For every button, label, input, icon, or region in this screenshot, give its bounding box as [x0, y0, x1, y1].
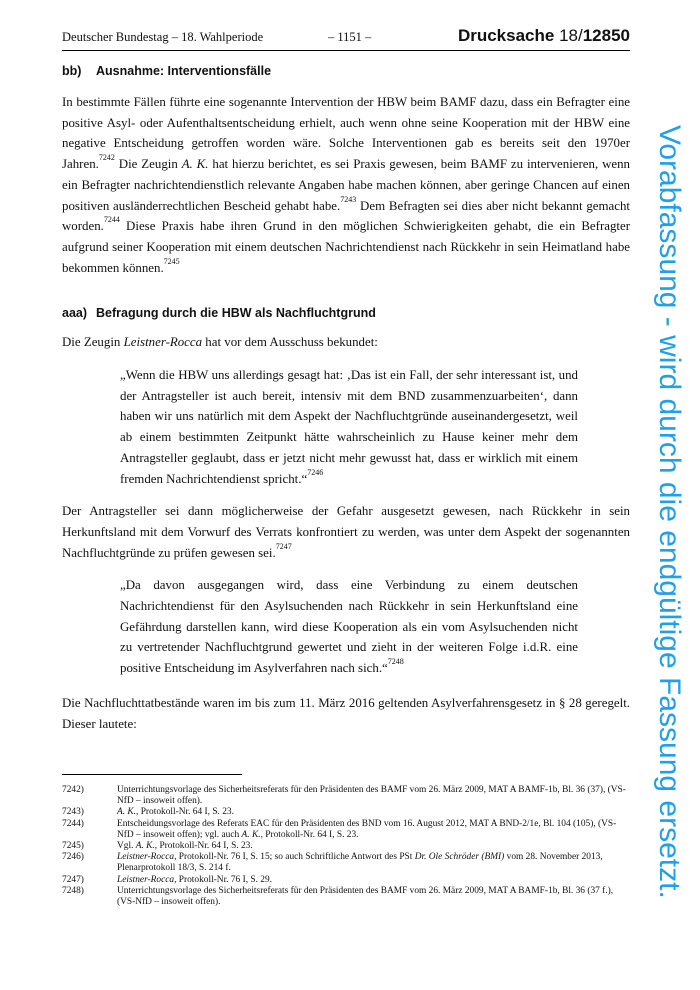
footnote-ref: 7246 [307, 467, 324, 477]
footnote-number: 7247) [62, 874, 84, 885]
italic-name: Leistner-Rocca [123, 335, 203, 350]
italic-name: Leistner-Rocca [117, 874, 175, 885]
footnote-text [117, 886, 630, 908]
quote-leistner-rocca [120, 365, 578, 489]
text-run: Vgl. [117, 841, 136, 852]
footnote-number: 7246) [62, 852, 84, 863]
drucksache-label [458, 26, 630, 46]
page-header [62, 26, 630, 48]
quote-unterrichtungsvorlage [120, 575, 578, 679]
text-run: , Protokoll-Nr. 64 I, S. 23. [136, 807, 234, 818]
text-run: Der Antragsteller sei dann möglicherweise der Gefahr ausgesetzt gewesen, nach Rückkehr in sein Herkunftsland mit dem Vorwurf des Verrats konfrontiert zu werden, was unter dem Aspekt der sogenannten Nachfluchtgründe zu prüfen gewesen sei. [62, 504, 630, 560]
text-run: Unterrichtungsvorlage des Sicherheitsreferats für den Präsidenten des BAMF vom 26. März 2009, MAT A BAMF-1b, Bl. 36 (37 f.), (VS-NfD – insoweit offen). [117, 885, 614, 908]
text-run: hat hierzu berichtet, es sei Praxis gewesen, beim BAMF zu intervenieren, wenn ein Befragter nachrichtendienstlich relevante Angaben habe machen können, aber geringe Chancen auf einen positiven ausländerrechtlichen Bescheid gehabt habe. [62, 157, 631, 213]
footnote-ref: 7247 [275, 541, 292, 551]
footnote-ref: 7243 [340, 194, 357, 204]
page-number: – 1151 – [328, 30, 372, 44]
footnote-item [62, 875, 630, 886]
text-run: Unterrichtungsvorlage des Sicherheitsreferats für den Präsidenten des BAMF vom 26. März 2009, MAT A BAMF-1b, Bl. 36 (37), (VS-NfD – insoweit offen). [117, 785, 626, 807]
text-run: Die Nachfluchttatbestände waren im bis zum 11. März 2016 geltenden Asylverfahrensgesetz in § 28 geregelt. Dieser lautete: [62, 695, 630, 731]
drucksache-prefix: 18/ [559, 26, 583, 45]
text-run: , Protokoll-Nr. 64 I, S. 23. [260, 829, 359, 840]
footnote-number: 7242) [62, 785, 84, 795]
italic-name: A. K. [117, 807, 137, 818]
footnote-ref: 7244 [103, 215, 120, 225]
italic-name: A. K. [181, 157, 209, 172]
watermark-vorabfassung: Vorabfassung - wird durch die endgültige Fassung ersetzt. [653, 125, 686, 899]
footnote-ref: 7248 [387, 657, 404, 667]
footnote-text [117, 841, 630, 852]
text-run: In bestimmte Fällen führte eine sogenannte Intervention der HBW beim BAMF dazu, dass ein Befragter eine positive Asyl- oder Aufenthaltsentscheidung erhielt, auch wenn ohne seine Kooperation mit der HBW eine negative Entscheidung getroffen worden wäre. Solche Interventionen gab es bereits seit den 1970er Jahren. [62, 95, 630, 172]
italic-name: Leistner-Rocca [117, 852, 175, 863]
section-title-aaa: Befragung durch die HBW als Nachfluchtgrund [96, 306, 376, 321]
footnote-item [62, 852, 630, 874]
text-run: Entscheidungsvorlage des Referats EAC für den Präsidenten des BND vom 16. August 2012, MAT A BND-2/1e, Bl. 104 (105), (VS-NfD – insoweit offen); vgl. auch [117, 818, 617, 840]
italic-name: A. K. [241, 829, 261, 840]
footnote-item [62, 807, 630, 818]
section-title-bb: Ausnahme: Interventionsfälle [96, 64, 272, 78]
text-run: Die Zeugin [114, 157, 182, 172]
footnote-text [117, 807, 630, 818]
footnote-ref: 7245 [163, 256, 180, 266]
drucksache-word: Drucksache [457, 26, 555, 45]
footnote-text [117, 819, 630, 841]
text-run: vom 28. November 2013, Plenarprotokoll 18/3, S. 214 f. [117, 852, 603, 874]
text-run: „Wenn die HBW uns allerdings gesagt hat: ‚Das ist ein Fall, der sehr interessant ist, und der Antragsteller ist auch bereit, intensiv mit dem BND zusammenzuarbeiten‘, dann haben wir uns natürlich mit dem Aspekt der Nachfluchtgründe auseinandergesetzt, weil ab einem bestimmten Zeitpunkt hätte wahrscheinlich zu Hause keiner mehr dem Antragsteller geglaubt, dass er jetzt nicht mehr gewusst hat, dass er wirklich mit einem fremden Nachrichtendienst spricht.“ [120, 368, 578, 486]
header-rule [62, 50, 630, 51]
text-run: , Protokoll-Nr. 76 I, S. 15; so auch Schriftliche Antwort des PSt [174, 852, 415, 863]
footnote-text [117, 852, 630, 874]
text-run: Diese Praxis habe ihren Grund in den möglichen Schwierigkeiten gehabt, die ein Befragter aufgrund seiner Kooperation mit einem deutschen Nachrichtendienst nach Rückkehr in sein Heimatland habe bekommen können. [62, 219, 630, 275]
footnote-number: 7245) [62, 841, 84, 852]
text-run: , Protokoll-Nr. 76 I, S. 29. [174, 874, 273, 885]
footnote-item [62, 785, 630, 807]
section-heading-bb [62, 62, 630, 80]
italic-name: Dr. Ole Schröder (BMI) [414, 852, 505, 863]
drucksache-number: 12850 [582, 26, 630, 45]
text-run: Die Zeugin [62, 335, 124, 350]
footnote-rule [62, 774, 242, 775]
section-heading-aaa [62, 304, 630, 322]
footnote-number: 7243) [62, 807, 84, 818]
paragraph-nachfluchttatbestaende [62, 693, 630, 734]
section-number-aaa: aaa) [62, 306, 88, 321]
footnote-text [117, 785, 630, 807]
header-periode: Deutscher Bundestag – 18. Wahlperiode [62, 30, 264, 44]
text-run: Dem Befragten sei dies aber nicht bekannt gemacht worden. [62, 198, 630, 234]
text-run: , Protokoll-Nr. 64 I, S. 23. [154, 841, 253, 852]
main-content [62, 62, 630, 734]
paragraph-antragsteller [62, 501, 630, 563]
footnotes [62, 774, 630, 908]
footnote-number: 7248) [62, 885, 84, 896]
footnote-text [117, 875, 630, 886]
text-run: „Da davon ausgegangen wird, dass eine Verbindung zu einem deutschen Nachrichtendienst für den Asylsuchenden nach Rückkehr in sein Herkunftsland eine Gefährdung darstellen kann, wird diese Kooperation als ein vom Asylsuchenden nicht zu vertretender Nachfluchtgrund gewertet und zieht in der weiteren Folge i.d.R. eine positive Entscheidung im Asylverfahren nach sich.“ [120, 578, 578, 676]
footnote-item [62, 819, 630, 841]
footnote-item [62, 841, 630, 852]
italic-name: A. K. [135, 841, 155, 852]
footnote-item [62, 886, 630, 908]
footnote-ref: 7242 [98, 153, 115, 163]
section-number-bb: bb) [62, 64, 82, 78]
footnote-list [62, 785, 630, 908]
paragraph-interventionen [62, 92, 630, 278]
text-run: hat vor dem Ausschuss bekundet: [202, 335, 378, 350]
footnote-number: 7244) [62, 818, 84, 829]
paragraph-zeugin [62, 332, 630, 353]
